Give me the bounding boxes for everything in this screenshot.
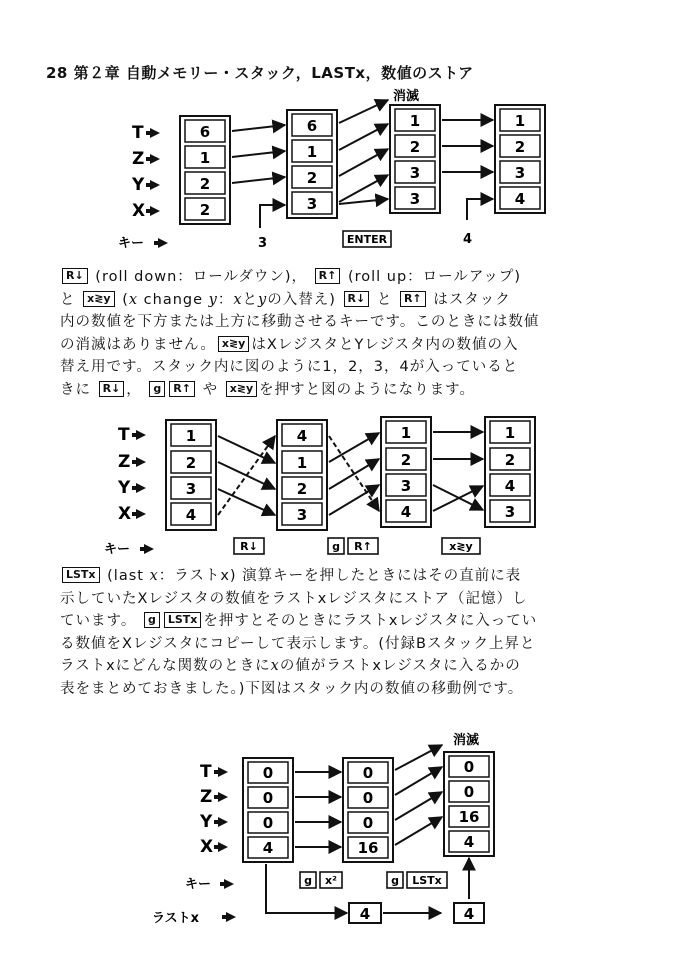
- cell-value: 16: [357, 839, 379, 857]
- cell-value: 4: [400, 503, 412, 521]
- register-label-y: Y: [132, 175, 145, 195]
- register-label-y: Y: [118, 478, 131, 498]
- x-exchange-y-key-label: x≷y: [449, 540, 473, 553]
- lost-label: 消滅: [453, 733, 480, 748]
- roll-down-key-icon: R↓: [62, 268, 88, 284]
- paragraph-lastx: LSTx (last x：ラストx) 演算キーを押したときにはその直前に表 示していたXレジスタの数値をラストxレジスタにストア（記憶）し ています。 g LSTx を押すとそのときにラストxレジスタに入ってい る数値をXレジスタにコピーして表示します。(付録Bスタック上昇と ラストxにどんな関数のときにxの値がラストxレジスタに入るかの 表をまとめておきました。)下図はスタック内の数値の移動例です。: [60, 568, 538, 697]
- lost-label: 消滅: [393, 89, 420, 104]
- paragraph-roll-exchange: R↓ (roll down：ロールダウン)， R↑ (roll up：ロールアップ) と x≷y (x change y：xとyの入替え) R↓ と R↑ はスタック 内の数値を下方または上方に移動させるキーです。このときには数値 の消滅はありません。 x≷y はXレジスタとYレジスタ内の数値の入 替え用です。スタック内に図のように1，2，3，4が入っていると きに R↓ ， g R↑ や x≷y を押すと図のようになります。: [60, 269, 540, 398]
- x-squared-key-label: x²: [325, 874, 337, 887]
- enter-key-label: ENTER: [346, 233, 388, 246]
- right-arrow-icon: [220, 879, 234, 889]
- cell-value: 0: [463, 783, 475, 801]
- g-key-icon: g: [149, 381, 165, 397]
- register-label-z: Z: [200, 787, 213, 807]
- cell-value: 3: [185, 480, 197, 498]
- cell-value: 3: [306, 195, 318, 213]
- cell-value: 2: [199, 201, 211, 219]
- stack-diagram-lastx: [0, 725, 680, 963]
- cell-value: 2: [296, 480, 308, 498]
- lstx-key-icon: LSTx: [62, 567, 100, 583]
- roll-down-key-icon: R↓: [99, 381, 125, 397]
- cell-value: 1: [185, 427, 197, 445]
- transition-arrows: [218, 432, 483, 515]
- register-label-z: Z: [118, 452, 131, 472]
- cell-value: 3: [409, 164, 421, 182]
- cell-value: 4: [262, 839, 274, 857]
- cell-value: 2: [199, 175, 211, 193]
- register-label-t: T: [118, 425, 130, 445]
- key-row-label: キー: [118, 236, 145, 251]
- key-row-label: キー: [104, 542, 131, 557]
- cell-value: 0: [463, 758, 475, 776]
- key-digit-4: 4: [463, 232, 473, 247]
- cell-value: 4: [185, 506, 197, 524]
- cell-value: 0: [362, 814, 374, 832]
- stack-diagram-enter: [0, 0, 680, 260]
- roll-up-key-icon: R↑: [315, 268, 341, 284]
- right-arrow-icon: [154, 238, 168, 248]
- cell-value: 4: [463, 833, 475, 851]
- cell-value: 2: [185, 454, 197, 472]
- register-label-t: T: [200, 762, 212, 782]
- cell-value: 4: [504, 477, 516, 495]
- register-label-x: X: [200, 837, 214, 857]
- g-key-icon: g: [144, 612, 160, 628]
- register-label-t: T: [132, 123, 144, 143]
- right-arrow-icon: [222, 912, 236, 922]
- cell-value: 1: [504, 424, 516, 442]
- cell-value: 3: [409, 190, 421, 208]
- cell-value: 2: [504, 451, 516, 469]
- cell-value: 1: [400, 424, 412, 442]
- cell-value: 1: [306, 143, 318, 161]
- cell-value: 3: [514, 164, 526, 182]
- register-label-z: Z: [132, 149, 145, 169]
- lstx-key-label: LSTx: [412, 874, 442, 887]
- cell-value: 2: [514, 138, 526, 156]
- cell-value: 3: [504, 503, 516, 521]
- roll-up-key-icon: R↑: [169, 381, 195, 397]
- transition-arrows: [232, 100, 493, 228]
- cell-value: 3: [400, 477, 412, 495]
- cell-value: 4: [296, 427, 308, 445]
- x-exchange-y-key-icon: x≷y: [218, 336, 249, 352]
- page-header: 28 第２章 自動メモリー・スタック，LASTx，数値のストア: [46, 64, 474, 82]
- cell-value: 6: [306, 117, 318, 135]
- x-exchange-y-key-icon: x≷y: [83, 291, 114, 307]
- register-labels: [199, 762, 228, 857]
- lastx-value: 4: [463, 905, 475, 923]
- cell-value: 6: [199, 123, 211, 141]
- g-key-label: g: [391, 874, 399, 887]
- register-label-y: Y: [200, 812, 213, 832]
- key-row-label: キー: [185, 877, 212, 892]
- key-digit-3: 3: [258, 236, 268, 251]
- lstx-key-icon: LSTx: [164, 612, 202, 628]
- cell-value: 1: [296, 454, 308, 472]
- cell-value: 16: [458, 808, 480, 826]
- cell-value: 2: [409, 138, 421, 156]
- register-label-x: X: [132, 201, 146, 221]
- cell-value: 0: [362, 764, 374, 782]
- cell-value: 0: [262, 764, 274, 782]
- roll-up-key-label: R↑: [354, 540, 372, 553]
- register-label-x: X: [118, 504, 132, 524]
- cell-value: 1: [514, 112, 526, 130]
- roll-up-key-icon: R↑: [400, 291, 426, 307]
- cell-value: 4: [514, 190, 526, 208]
- g-key-label: g: [304, 874, 312, 887]
- cell-value: 0: [262, 814, 274, 832]
- stack-diagram-roll: [0, 410, 680, 570]
- register-labels: [131, 123, 160, 221]
- roll-down-key-icon: R↓: [344, 291, 370, 307]
- register-labels: [117, 425, 146, 524]
- right-arrow-icon: [140, 544, 154, 554]
- cell-value: 0: [262, 789, 274, 807]
- lastx-value: 4: [359, 905, 371, 923]
- cell-value: 0: [362, 789, 374, 807]
- cell-value: 2: [306, 169, 318, 187]
- g-key-label: g: [332, 540, 340, 553]
- lastx-row-label: ラストx: [152, 911, 199, 926]
- cell-value: 1: [199, 149, 211, 167]
- cell-value: 1: [409, 112, 421, 130]
- x-exchange-y-key-icon: x≷y: [226, 381, 257, 397]
- cell-value: 2: [400, 451, 412, 469]
- roll-down-key-label: R↓: [240, 540, 258, 553]
- cell-value: 3: [296, 506, 308, 524]
